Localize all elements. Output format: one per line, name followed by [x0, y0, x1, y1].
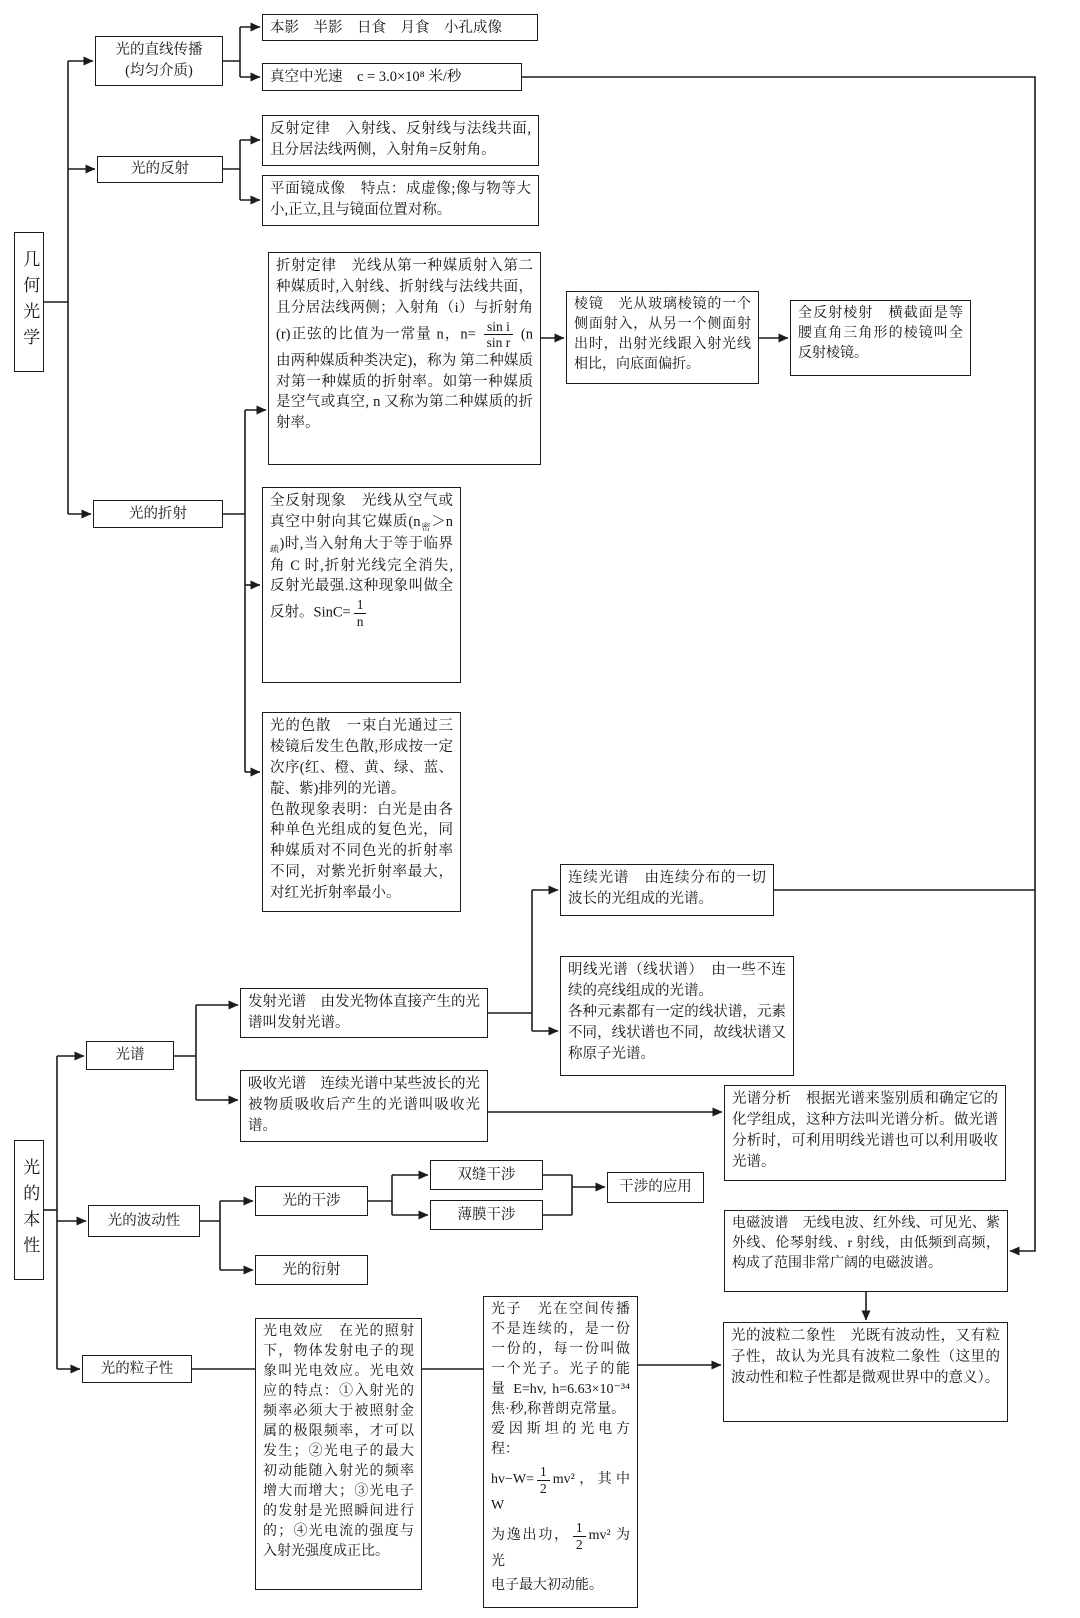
- box-shadow-terms: 本影 半影 日食 月食 小孔成像: [262, 14, 538, 41]
- box-spectrum: 光谱: [86, 1041, 174, 1070]
- line-spectrum-paragraph-1: 明线光谱（线状谱） 由一些不连续的亮线组成的光谱。: [568, 962, 786, 999]
- box-absorption-spectrum: 吸收光谱 连续光谱中某些波长的光被物质吸收后产生的光谱叫吸收光谱。: [240, 1070, 488, 1142]
- tir-fraction: [354, 597, 367, 629]
- photon-equation-2: [491, 1520, 630, 1572]
- dispersion-paragraph-1: 光的色散 一束白光通过三棱镜后发生色散,形成按一定次序(红、橙、黄、绿、蓝、靛、紫)排列的光谱。: [270, 718, 453, 797]
- box-double-slit-interference: 双缝干涉: [430, 1160, 543, 1190]
- equation-text: hv−W=: [491, 1472, 535, 1488]
- box-emission-spectrum: 发射光谱 由发光物体直接产生的光谱叫发射光谱。: [240, 988, 488, 1038]
- equation-text: mv² 为光: [491, 1528, 631, 1570]
- box-reflection-law: 反射定律 入射线、反射线与法线共面,且分居法线两侧，入射角=反射角。: [262, 115, 539, 166]
- tir-text-2: ＞n: [431, 513, 453, 530]
- refraction-law-text-1: 折射定律 光线从第一种媒质射入第二种媒质时,入射线、折射线与法线共面，且分居法线两侧；入射角（i）与折射角(r)正弦的比值为一常量 n，n=: [276, 258, 533, 342]
- box-wave-particle-duality: 光的波粒二象性 光既有波动性，又有粒子性，故认为光具有波粒二象性（这里的波动性和粒子性都是微观世界中的意义）。: [723, 1322, 1008, 1422]
- line-spectrum-paragraph-2: 各种元素都有一定的线状谱，元素不同，线状谱也不同，故线状谱又称原子光谱。: [568, 1003, 786, 1062]
- equation-text: mv²，其中 W: [491, 1472, 630, 1514]
- refraction-law-text-3: 第二种媒质对第一种媒质的折射率。如第一种媒质是空气或真空, n 又称为第二种媒质的折射率。: [276, 352, 534, 432]
- box-prism: 棱镜 光从玻璃棱镜的一个侧面射入，从另一个侧面射出时，出射光线跟入射光线相比，向底面偏折。: [566, 291, 759, 384]
- rectilinear-title: 光的直线传播: [115, 42, 203, 59]
- box-total-reflection-prism: 全反射棱射 横截面是等腰直角三角形的棱镜叫全反射棱镜。: [790, 300, 971, 376]
- fraction-denominator: n: [356, 613, 364, 629]
- tir-text-3: )时,当入射角大于等于临界角 C 时,折射光线完全消失,反射光最强.这种现象叫做全反射。SinC=: [270, 535, 453, 621]
- tir-subscript-sparse: 疏: [270, 543, 280, 554]
- photon-paragraph-2: 爱因斯坦的光电方程：: [491, 1422, 630, 1458]
- box-refraction: 光的折射: [93, 500, 223, 528]
- box-wave-nature: 光的波动性: [88, 1205, 200, 1237]
- box-mirror-imaging: 平面镜成像 特点：成虚像;像与物等大小,正立,且与镜面位置对称。: [262, 175, 539, 226]
- fraction-numerator: sin i: [484, 319, 514, 336]
- rectilinear-subtitle: (均匀介质): [125, 63, 193, 79]
- fraction-denominator: 2: [540, 1480, 547, 1496]
- box-light-speed: 真空中光速 c = 3.0×10⁸ 米/秒: [262, 63, 522, 91]
- box-interference-applications: 干涉的应用: [607, 1172, 704, 1203]
- half-fraction: [537, 1464, 550, 1496]
- box-spectrum-analysis: 光谱分析 根据光谱来鉴别质和确定它的化学组成，这种方法叫光谱分析。做光谱分析时，可利用明线光谱也可以利用吸收光谱。: [724, 1085, 1006, 1181]
- box-continuous-spectrum: 连续光谱 由连续分布的一切波长的光组成的光谱。: [560, 864, 774, 916]
- box-interference: 光的干涉: [255, 1186, 368, 1216]
- refraction-law-text-2: (n 由两种媒质种类决定)，称为: [276, 325, 534, 369]
- tir-text-1: 全反射现象 光线从空气或真空中射向其它媒质(n: [270, 493, 453, 530]
- refraction-law-fraction: [484, 319, 514, 351]
- box-refraction-law: [268, 252, 541, 465]
- box-em-spectrum: 电磁波谱 无线电波、红外线、可见光、紫外线、伦琴射线、r 射线，由低频到高频，构成了范围非常广阔的电磁波谱。: [724, 1210, 1008, 1292]
- dispersion-paragraph-2: 色散现象表明：白光是由各种单色光组成的复色光，同种媒质对不同色光的折射率不同，对紫光折射率最大，对红光折射率最小。: [270, 801, 453, 901]
- box-particle-nature: 光的粒子性: [82, 1355, 192, 1383]
- box-rectilinear-propagation: [95, 36, 223, 86]
- tir-subscript-dense: 密: [420, 521, 432, 532]
- box-nature-of-light-root: 光的本性: [14, 1140, 44, 1280]
- box-photon: [483, 1296, 638, 1608]
- box-reflection: 光的反射: [97, 156, 223, 183]
- box-geometric-optics-root: 几何光学: [14, 232, 44, 372]
- fraction-denominator: sin r: [486, 335, 511, 351]
- photon-paragraph-1: 光子 光在空间传播不是连续的，是一份一份的，每一份叫做一个光子。光子的能量 E=hv, h=6.63×10⁻³⁴ 焦·秒,称普朗克常量。: [491, 1302, 630, 1418]
- fraction-numerator: 1: [573, 1520, 586, 1537]
- fraction-denominator: 2: [575, 1536, 583, 1552]
- box-photoelectric-effect: 光电效应 在光的照射下，物体发射电子的现象叫光电效应。光电效应的特点：①入射光的频率必须大于被照射金属的极限频率，才可以发生；②光电子的最大初动能随入射光的频率增大而增大；③光电子的发射是光照瞬间进行的；④光电流的强度与入射光强度成正比。: [255, 1318, 422, 1590]
- photon-equation-1: [491, 1464, 630, 1516]
- half-fraction: [573, 1520, 586, 1552]
- box-line-spectrum: [560, 956, 794, 1076]
- photon-paragraph-3: 电子最大初动能。: [491, 1578, 603, 1594]
- box-diffraction: 光的衍射: [255, 1255, 368, 1285]
- box-total-internal-reflection: [262, 487, 461, 683]
- box-dispersion: [262, 712, 461, 912]
- fraction-numerator: 1: [537, 1464, 550, 1481]
- equation-text: 为逸出功，: [491, 1528, 570, 1544]
- box-thin-film-interference: 薄膜干涉: [430, 1200, 543, 1230]
- fraction-numerator: 1: [354, 597, 367, 614]
